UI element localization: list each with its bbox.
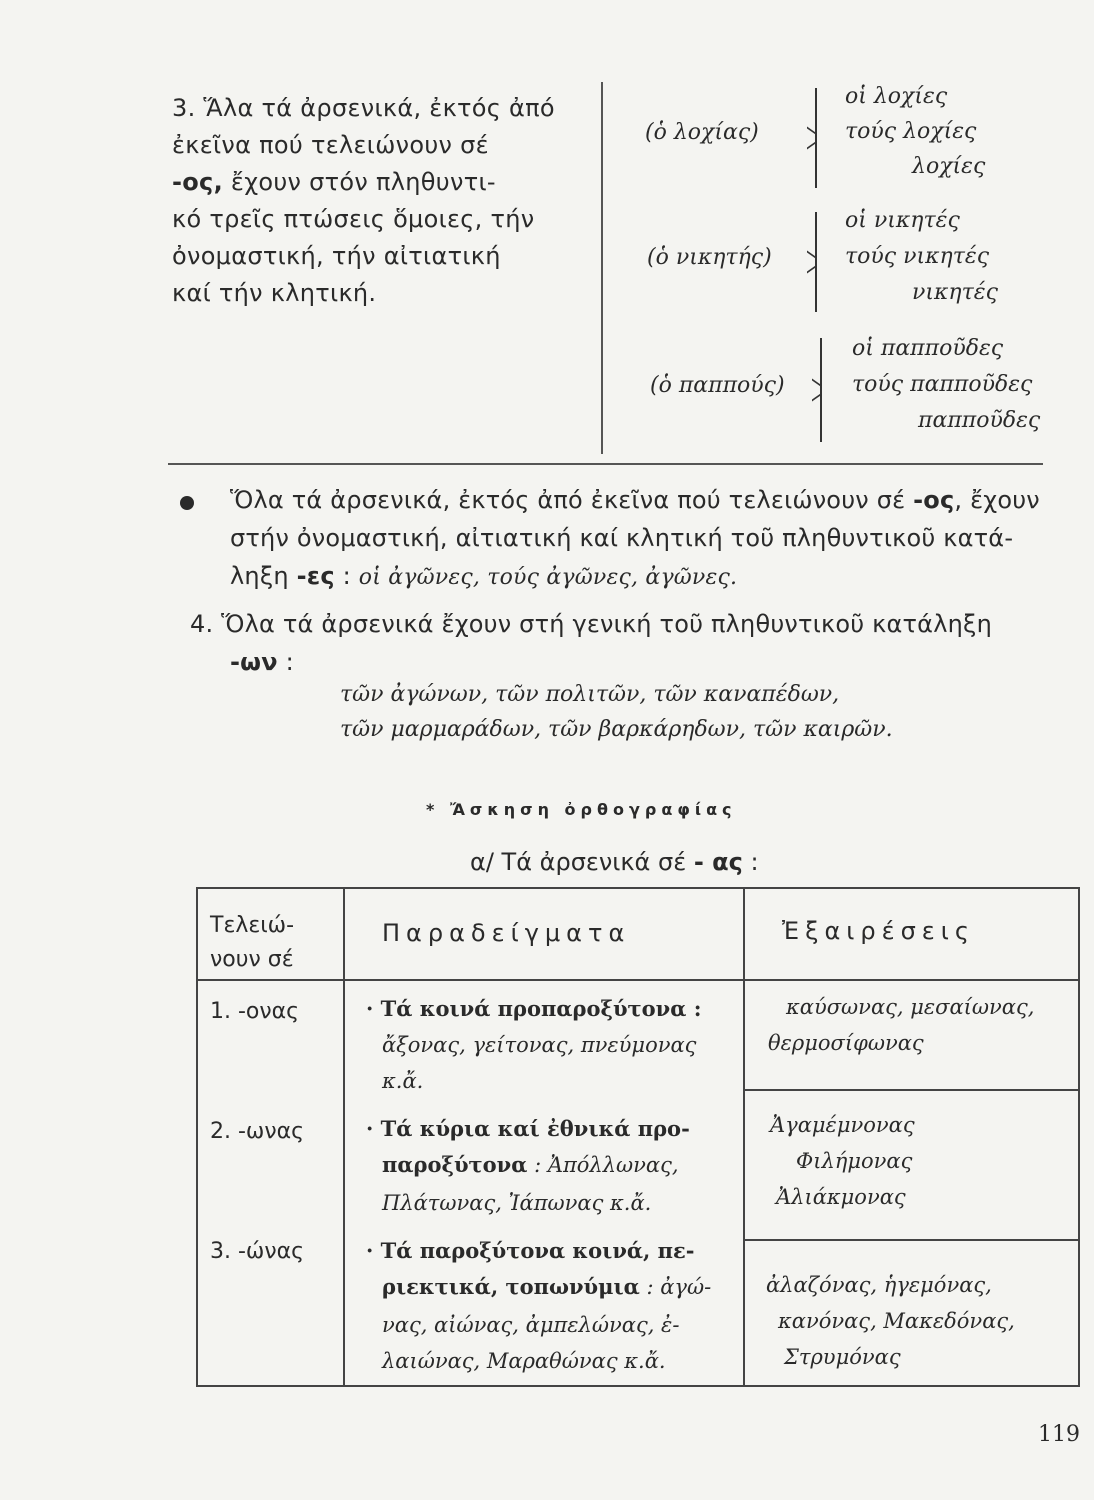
header-text: Τελειώ-	[210, 913, 295, 938]
example-line	[366, 1269, 711, 1307]
ending-as: - ας	[693, 848, 743, 876]
page-number: 119	[1038, 1422, 1080, 1447]
example-forms: οἱ ἀγῶνες, τούς ἀγῶνες, ἀγῶνες.	[358, 565, 738, 590]
example-line: Πλάτωνας, Ἰάπωνας κ.ἄ.	[382, 1191, 652, 1215]
text: : ἀγώ-	[639, 1275, 712, 1299]
table-border	[743, 1089, 1080, 1091]
text: Τά παροξύτονα κοινά, πε-	[380, 1238, 695, 1263]
table-border	[343, 887, 345, 1387]
rule-4-line	[230, 648, 294, 676]
brace	[815, 212, 817, 312]
exception-line: Στρυμόνας	[784, 1345, 901, 1369]
table-border	[196, 887, 198, 1387]
example-word-lochias: (ὁ λοχίας)	[645, 120, 759, 145]
example-word-nikitis: (ὁ νικητής)	[647, 245, 772, 270]
exercise-title: * Ἄσκηση ὀρθογραφίας	[426, 800, 737, 819]
bullet-rule-line	[230, 486, 1040, 514]
text: : Ἀπόλλωνας,	[527, 1153, 679, 1177]
text: Τά κύρια καί ἐθνικά προ-	[380, 1116, 690, 1141]
brace	[820, 338, 822, 442]
text: , ἔχουν	[954, 486, 1040, 514]
table-border	[196, 887, 1080, 889]
example-line: νας, αἰώνας, ἀμπελώνας, ἐ-	[382, 1313, 680, 1337]
rule-3-line: καί τήν κλητική.	[172, 279, 377, 307]
row-exceptions	[766, 1267, 1015, 1375]
row-ending: 2. -ωνας	[210, 1119, 305, 1144]
rule-3-line: ὀνομαστική, τήν αἰτιατική	[172, 242, 501, 270]
row-examples	[366, 991, 701, 1099]
rule-4-examples: τῶν μαρμαράδων, τῶν βαρκάρηδων, τῶν καιρῶν.	[340, 717, 893, 742]
example-form: τούς λοχίες	[845, 119, 977, 144]
example-heading: · Τά κύρια καί ἐθνικά προ-	[366, 1116, 690, 1141]
ending-os: -ος,	[172, 168, 223, 196]
example-form: νικητές	[912, 280, 998, 305]
table-border	[1078, 887, 1080, 1387]
text: Ὅλα τά ἀρσενικά, ἐκτός ἀπό ἐκεῖνα πού τελειώνουν σέ	[230, 486, 914, 514]
row-examples	[366, 1111, 690, 1221]
exercise-subtitle	[470, 848, 759, 876]
rule-3-text	[172, 90, 592, 312]
exception-line: Ἀλιάκμονας	[776, 1185, 906, 1209]
row-examples	[366, 1233, 711, 1379]
brace	[815, 88, 817, 188]
bullet-rule-line	[230, 562, 737, 590]
row-ending: 1. -ονας	[210, 999, 300, 1024]
exception-line: ἀλαζόνας, ἡγεμόνας,	[766, 1273, 992, 1297]
rule-3-line: 3. Ἅλα τά ἀρσενικά, ἐκτός ἀπό	[172, 94, 555, 122]
section-rule	[168, 463, 1043, 465]
example-form: οἱ παπποῦδες	[852, 336, 1004, 361]
example-word-pappous: (ὁ παππούς)	[650, 373, 785, 398]
text: ριεκτικά, τοπωνύμια	[382, 1274, 640, 1299]
exception-line: Φιλήμονας	[796, 1149, 913, 1173]
header-exceptions: Ἐξαιρέσεις	[782, 917, 975, 945]
exception-line: Ἀγαμέμνονας	[770, 1113, 915, 1137]
rule-4-line: 4. Ὅλα τά ἀρσενικά ἔχουν στή γενική τοῦ πληθυντικοῦ κατάληξη	[190, 610, 992, 638]
rule-4-examples: τῶν ἀγώνων, τῶν πολιτῶν, τῶν καναπέδων,	[340, 682, 840, 707]
table-border	[743, 887, 745, 1387]
endings-table	[196, 887, 1080, 1387]
exception-line: καύσωνας, μεσαίωνας,	[786, 995, 1035, 1019]
rule-3-line: κό τρεῖς πτώσεις ὅμοιες, τήν	[172, 205, 535, 233]
text: :	[277, 648, 294, 676]
table-border	[743, 1239, 1080, 1241]
example-line: λαιώνας, Μαραθώνας κ.ἄ.	[382, 1349, 666, 1373]
example-heading: · Τά παροξύτονα κοινά, πε-	[366, 1238, 695, 1263]
ending-os: -ος	[913, 486, 955, 514]
table-border	[196, 1385, 1080, 1387]
bullet-dot	[180, 496, 194, 510]
header-text: νουν σέ	[210, 947, 294, 972]
rule-3-line-rest: ἔχουν στόν πληθυντι-	[223, 168, 496, 196]
row-exceptions	[770, 1107, 915, 1215]
example-form: τούς νικητές	[845, 244, 990, 269]
row-ending: 3. -ώνας	[210, 1239, 305, 1264]
header-ending	[210, 909, 294, 977]
rule-3-line: ἐκεῖνα πού τελειώνουν σέ	[172, 131, 489, 159]
example-line: ἄξονας, γείτονας, πνεύμονας	[382, 1033, 697, 1057]
text: :	[742, 848, 759, 876]
table-border	[196, 979, 1080, 981]
text: :	[334, 562, 359, 590]
text: ληξη	[230, 562, 297, 590]
example-form: τούς παπποῦδες	[852, 372, 1033, 397]
text: α/ Τά ἀρσενικά σέ	[470, 848, 694, 876]
exception-line: κανόνας, Μακεδόνας,	[778, 1309, 1015, 1333]
rule-3-line	[172, 164, 592, 201]
example-form: λοχίες	[912, 154, 986, 179]
example-line	[366, 1147, 690, 1185]
ending-es: -ες	[296, 562, 335, 590]
example-form: οἱ νικητές	[845, 208, 960, 233]
text: παροξύτονα	[382, 1152, 528, 1177]
text: Τά κοινά προπαροξύτονα :	[380, 996, 702, 1021]
column-divider	[601, 82, 603, 454]
exception-line: θερμοσίφωνας	[768, 1031, 924, 1055]
example-line: κ.ἄ.	[382, 1069, 424, 1093]
example-form: παπποῦδες	[918, 408, 1041, 433]
example-heading: · Τά κοινά προπαροξύτονα :	[366, 996, 702, 1021]
row-exceptions	[768, 989, 1034, 1061]
header-examples: Παραδείγματα	[382, 919, 631, 947]
bullet-rule-line: στήν ὀνομαστική, αἰτιατική καί κλητική τοῦ πληθυντικοῦ κατά-	[230, 524, 1014, 552]
example-form: οἱ λοχίες	[845, 84, 948, 109]
ending-on: -ων	[230, 648, 278, 676]
